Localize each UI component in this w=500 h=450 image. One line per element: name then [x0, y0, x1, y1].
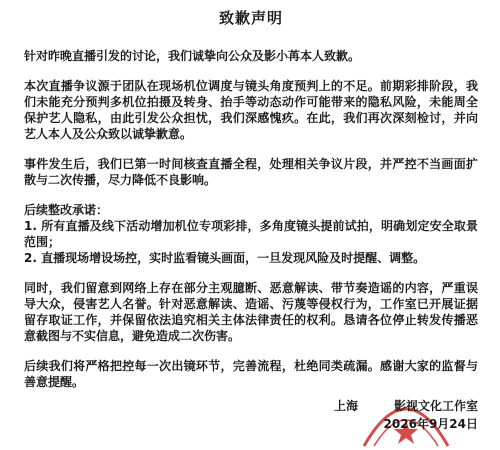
paragraph-apology: 针对昨晚直播引发的讨论，我们诚挚向公众及影小苒本人致歉。	[24, 49, 361, 63]
paragraph-response: 事件发生后，我们已第一时间核查直播全程，处理相关争议片段，并严控不当画面扩散与二次传播，尽力降低不良影响。	[24, 157, 478, 187]
rectification-heading: 后续整改承诺：	[24, 203, 109, 217]
signature-organization: 上海 影视文化工作室	[333, 399, 478, 413]
signature-date: 2026年9月24日	[383, 417, 478, 431]
signature-block	[258, 398, 478, 438]
rectification-item-2: 2. 直播现场增设场控，实时监看镜头画面，一旦发现风险及时提醒、调整。	[24, 251, 426, 265]
paragraph-legal: 同时，我们留意到网络上存在部分主观臆断、恶意解读、带节奏造谣的内容，严重误导大众，侵害艺人名誉。针对恶意解读、造谣、污蔑等侵权行为，工作室已开展证据留存取证工作，并保留依法追究相关主体法律责任的权利。恳请各位停止转发传播恶意截图与不实信息，避免造成二次伤害。	[24, 281, 478, 343]
document-title: 致歉声明	[218, 9, 283, 27]
paragraph-closing: 后续我们将严格把控每一次出镜环节，完善流程，杜绝同类疏漏。感谢大家的监督与善意提醒。	[24, 359, 478, 389]
rectification-item-1: 1. 所有直播及线下活动增加机位专项彩排，多角度镜头提前试拍，明确划定安全取景范围；	[24, 219, 478, 249]
paragraph-cause: 本次直播争议源于团队在现场机位调度与镜头角度预判上的不足。前期彩排阶段，我们未能充分预判多机位拍摄及转身、抬手等动态动作可能带来的隐私风险，未能周全保护艺人隐私，由此引发公众担忧，我们深感愧疚。在此，我们再次深刻检讨，并向艺人本人及公众致以诚挚歉意。	[24, 79, 478, 141]
